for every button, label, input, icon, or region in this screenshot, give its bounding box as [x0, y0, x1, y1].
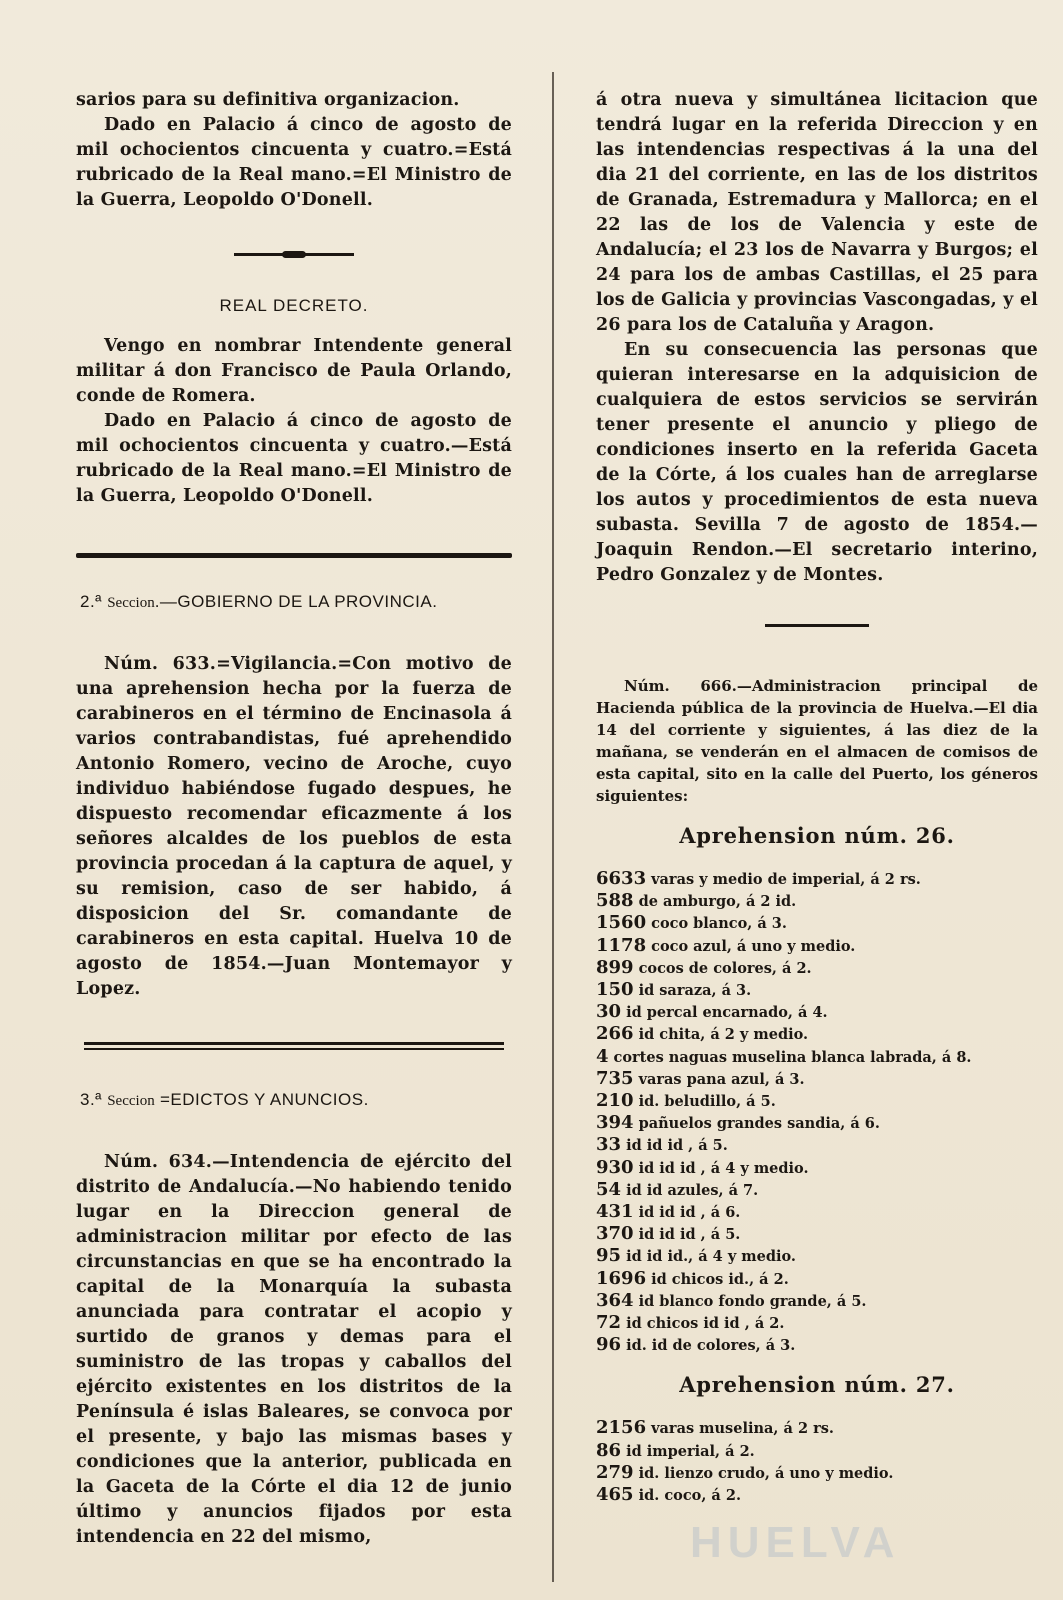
- list-item: [596, 1201, 1038, 1223]
- notice-666: Núm. 666.—Administracion principal de Hacienda pública de la provincia de Huelva.—El dia 14 del corriente y siguientes, á las diez de la mañana, se venderán en el almacen de comisos de esta capital, sito en la calle del Puerto, los géneros siguientes:: [596, 677, 1038, 805]
- section-3-title: [80, 1090, 512, 1110]
- list-item: [596, 935, 1038, 957]
- list-item: [596, 957, 1038, 979]
- aprehension-27-list: [596, 1417, 1038, 1506]
- paragraph-closing-fragment: sarios para su definitiva organizacion.: [76, 90, 460, 110]
- item-description: id id id , á 5.: [638, 1226, 741, 1244]
- right-column: [596, 88, 1038, 1506]
- item-quantity: 54: [596, 1178, 622, 1200]
- aprehension-26-title: Aprehension núm. 26.: [679, 823, 955, 848]
- item-description: id. coco, á 2.: [638, 1487, 741, 1505]
- notice-634-conclusion: En su consecuencia las personas que quieran interesarse en la adquisicion de cualquiera de estos servicios se servirán tener presente el anuncio y pliego de condiciones inserto en la referida Gaceta de la Córte, á los cuales han de arreglarse los autos y procedimientos de esta nueva subasta. Sevilla 7 de agosto de 1854.—Joaquin Rendon.—El secretario interino, Pedro Gonzalez y de Montes.: [596, 340, 1038, 585]
- item-quantity: 465: [596, 1484, 634, 1506]
- section-2-number: 2.ª: [80, 592, 102, 611]
- item-quantity: 210: [596, 1090, 634, 1112]
- decree-heading: REAL DECRETO.: [219, 296, 369, 315]
- notice-633: Núm. 633.=Vigilancia.=Con motivo de una aprehension hecha por la fuerza de carabineros en el término de Encinasola á varios contrabandistas, fué aprehendido Antonio Romero, vecino de Aroche, cuyo individuo habiéndose fugado despues, he dispuesto recomendar eficazmente á los señores alcaldes de los pueblos de esta provincia procedan á la captura de aquel, y su remision, caso de ser habido, á disposicion del Sr. comandante de carabineros en esta capital. Huelva 10 de agosto de 1854.—Juan Montemayor y Lopez.: [76, 654, 512, 999]
- list-item: [596, 1001, 1038, 1023]
- list-item: [596, 1023, 1038, 1045]
- item-quantity: 394: [596, 1112, 634, 1134]
- huelva-watermark: HUELVA: [690, 1518, 901, 1567]
- list-item: [596, 1334, 1038, 1356]
- notice-634: Núm. 634.—Intendencia de ejército del distrito de Andalucía.—No habiendo tenido lugar en la Direccion general de administracion militar por efecto de las circunstancias en que se ha encontrado la capital de la Monarquía la subasta anunciada para contratar el acopio y surtido de granos y demas para el suministro de las tropas y caballos del ejército existentes en los distritos de la Península é islas Baleares, se convoca por el presente, y bajo las mismas bases y condiciones que la anterior, publicada en la Gaceta de la Córte el dia 12 de junio último y anuncios fijados por esta intendencia en 22 del mismo,: [76, 1152, 512, 1547]
- item-quantity: 370: [596, 1223, 634, 1245]
- ornamental-rule: [234, 253, 354, 256]
- item-quantity: 930: [596, 1156, 634, 1178]
- list-item: [596, 1223, 1038, 1245]
- list-item: [596, 1112, 1038, 1134]
- item-quantity: 1178: [596, 934, 647, 956]
- list-item: [596, 1417, 1038, 1439]
- item-quantity: 150: [596, 979, 634, 1001]
- item-quantity: 6633: [596, 868, 647, 889]
- list-item: [596, 1179, 1038, 1201]
- list-item: [596, 1268, 1038, 1290]
- item-quantity: 33: [596, 1134, 622, 1156]
- item-description: id id id , á 5.: [626, 1137, 728, 1155]
- list-item: [596, 1157, 1038, 1179]
- list-item: [596, 912, 1038, 934]
- item-description: id id id , á 4 y medio.: [638, 1159, 809, 1177]
- item-quantity: 735: [596, 1067, 634, 1089]
- item-description: coco azul, á uno y medio.: [651, 937, 856, 955]
- item-quantity: 431: [596, 1201, 634, 1223]
- item-quantity: 30: [596, 1001, 622, 1023]
- item-quantity: 899: [596, 956, 634, 978]
- item-description: varas pana azul, á 3.: [638, 1070, 805, 1088]
- item-quantity: 266: [596, 1023, 634, 1045]
- notice-634-continued: á otra nueva y simultánea licitacion que tendrá lugar en la referida Direccion y en las intendencias respectivas á la una del dia 21 del corriente, en las de los distritos de Granada, Estremadura y Mallorca; en el 22 las de los de Valencia y este de Andalucía; el 23 los de Navarra y Burgos; el 24 para los de ambas Castillas, el 25 para los de Galicia y provincias Vascongadas, y el 26 para los de Cataluña y Aragon.: [596, 90, 1039, 335]
- list-item: [596, 890, 1038, 912]
- section-3-name: =EDICTOS Y ANUNCIOS.: [159, 1090, 369, 1109]
- left-column: [76, 88, 512, 1550]
- item-description: id id id , á 6.: [638, 1204, 741, 1222]
- list-item: [596, 868, 1038, 890]
- item-quantity: 279: [596, 1461, 634, 1483]
- list-item: [596, 1068, 1038, 1090]
- column-divider: [552, 72, 554, 1582]
- double-rule: [84, 1042, 504, 1050]
- item-description: varas y medio de imperial, á 2 rs.: [651, 871, 921, 888]
- item-quantity: 588: [596, 890, 634, 912]
- item-description: id chita, á 2 y medio.: [638, 1026, 809, 1044]
- item-description: id chicos id., á 2.: [651, 1270, 789, 1288]
- paragraph-signature-1: Dado en Palacio á cinco de agosto de mil ochocientos cincuenta y cuatro.=Está rubricado de la Real mano.=El Ministro de la Guerra, Leopoldo O'Donell.: [76, 115, 512, 210]
- list-item: [596, 1484, 1038, 1506]
- section-2-name: .—GOBIERNO DE LA PROVINCIA.: [154, 592, 438, 611]
- section-3-number: 3.ª: [80, 1090, 102, 1109]
- list-item: [596, 1090, 1038, 1112]
- item-description: id. id de colores, á 3.: [626, 1337, 796, 1355]
- item-description: de amburgo, á 2 id.: [638, 893, 797, 911]
- list-item: [596, 1440, 1038, 1462]
- list-item: [596, 1290, 1038, 1312]
- item-quantity: 4: [596, 1045, 609, 1067]
- item-description: id id azules, á 7.: [626, 1181, 759, 1199]
- list-item: [596, 1245, 1038, 1267]
- item-quantity: 96: [596, 1334, 622, 1356]
- item-description: pañuelos grandes sandia, á 6.: [638, 1115, 880, 1133]
- item-quantity: 1560: [596, 912, 647, 934]
- item-quantity: 1696: [596, 1267, 647, 1289]
- item-description: id saraza, á 3.: [638, 982, 752, 1000]
- item-description: varas muselina, á 2 rs.: [651, 1420, 834, 1438]
- item-description: id percal encarnado, á 4.: [626, 1004, 828, 1022]
- list-item: [596, 979, 1038, 1001]
- list-item: [596, 1462, 1038, 1484]
- item-description: cocos de colores, á 2.: [638, 959, 812, 977]
- item-quantity: 86: [596, 1439, 622, 1461]
- list-item: [596, 1312, 1038, 1334]
- item-description: coco blanco, á 3.: [651, 915, 787, 933]
- aprehension-26-list: [596, 868, 1038, 1356]
- thick-rule: [76, 553, 512, 558]
- item-quantity: 2156: [596, 1417, 647, 1439]
- list-item: [596, 1046, 1038, 1068]
- item-quantity: 95: [596, 1245, 622, 1267]
- section-3-word: Seccion: [107, 1093, 155, 1109]
- section-2-title: [80, 592, 512, 612]
- item-description: id chicos id id , á 2.: [626, 1315, 785, 1333]
- item-quantity: 364: [596, 1289, 634, 1311]
- item-description: id. lienzo crudo, á uno y medio.: [638, 1464, 894, 1482]
- aprehension-27-title: Aprehension núm. 27.: [679, 1372, 955, 1398]
- item-description: id. beludillo, á 5.: [638, 1093, 776, 1111]
- list-item: [596, 1134, 1038, 1156]
- item-quantity: 72: [596, 1312, 622, 1334]
- item-description: cortes naguas muselina blanca labrada, á 8.: [613, 1048, 972, 1066]
- section-2-word: Seccion: [107, 595, 155, 611]
- short-rule: [765, 624, 869, 627]
- item-description: id imperial, á 2.: [626, 1442, 755, 1460]
- decree-paragraph: Vengo en nombrar Intendente general militar á don Francisco de Paula Orlando, conde de Romera.: [76, 336, 512, 406]
- item-description: id id id., á 4 y medio.: [626, 1248, 796, 1266]
- decree-signature: Dado en Palacio á cinco de agosto de mil ochocientos cincuenta y cuatro.—Está rubricado de la Real mano.=El Ministro de la Guerra, Leopoldo O'Donell.: [76, 411, 512, 506]
- item-description: id blanco fondo grande, á 5.: [638, 1292, 867, 1310]
